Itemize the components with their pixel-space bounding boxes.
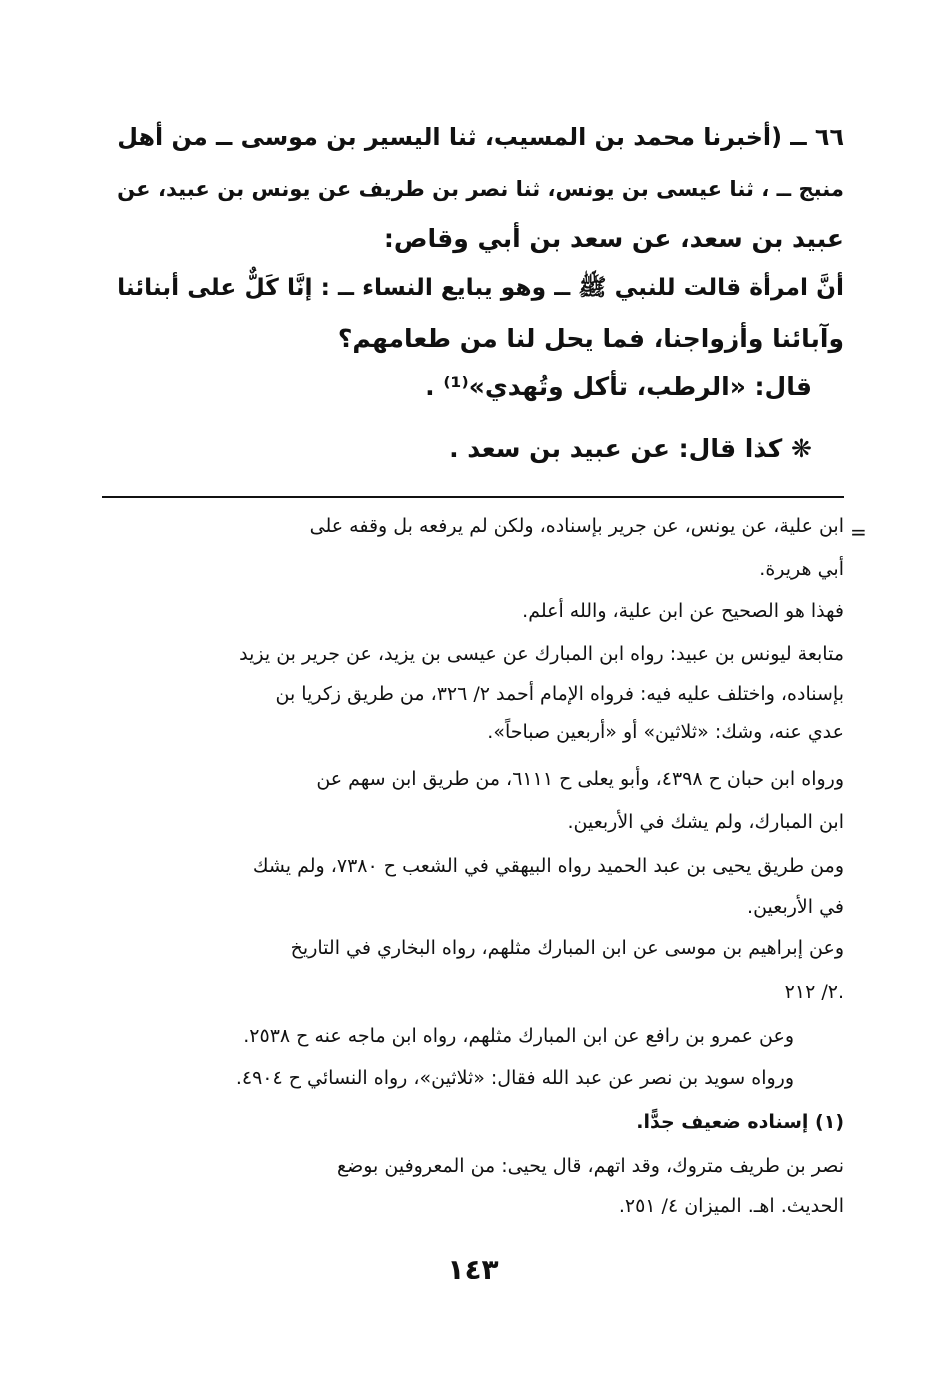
hadith-line-2: منبج ــ ، ثنا عيسى بن يونس، ثنا نصر بن طريف عن يونس بن عبيد، عن [117, 176, 844, 201]
footnote-line: ابن علية، عن يونس، عن جرير بإسناده، ولكن لم يرفعه بل وقفه على [309, 515, 844, 537]
author-note-line: ❋ كذا قال: عن عبيد بن سعد . [449, 434, 812, 463]
footnote-line: وعن عمرو بن رافع عن ابن المبارك مثلهم، رواه ابن ماجه عنه ح ٢٥٣٨. [243, 1025, 794, 1047]
footnote-line: فهذا هو الصحيح عن ابن علية، والله أعلم. [522, 600, 844, 622]
footnote-line: نصر بن طريف متروك، وقد اتهم، قال يحيى: من المعروفين بوضع [337, 1155, 844, 1177]
footnote-line: الحديث. اهـ. الميزان ٤/ ٢٥١. [618, 1195, 844, 1217]
page-number: ١٤٣ [447, 1253, 499, 1286]
hadith-line-3: عبيد بن سعد، عن سعد بن أبي وقاص: [383, 224, 844, 253]
continuation-mark: = [850, 520, 867, 544]
footnote-line: بإسناده، واختلف عليه فيه: فرواه الإمام أحمد ٢/ ٣٢٦، من طريق زكريا بن [275, 683, 844, 705]
footnote-line: وعن إبراهيم بن موسى عن ابن المبارك مثلهم، رواه البخاري في التاريخ [290, 937, 844, 959]
footnote-line: ابن المبارك، ولم يشك في الأربعين. [567, 811, 844, 833]
footnote-line: عدي عنه، وشك: «ثلاثين» أو «أربعين صباحاً». [487, 721, 844, 743]
footnote-line: متابعة ليونس بن عبيد: رواه ابن المبارك عن عيسى بن يزيد، عن جرير بن يزيد [239, 643, 844, 665]
hadith-matn-line-1: أنَّ امرأة قالت للنبي ﷺ ــ وهو يبايع النساء ــ : إنَّا كَلٌّ على أبنائنا [117, 273, 844, 301]
footnote-line: ٢/ ٢١٢. [784, 981, 844, 1003]
footnote-line: أبي هريرة. [759, 558, 844, 580]
footnote-1-heading: (١) إسناده ضعيف جدًّا. [636, 1111, 844, 1133]
hadith-answer-line: قال: «الرطب، تأكل وتُهدي»⁽¹⁾ . [425, 372, 812, 401]
hadith-matn-line-2: وآبائنا وأزواجنا، فما يحل لنا من طعامهم؟ [337, 324, 844, 353]
footnote-line: في الأربعين. [747, 896, 844, 918]
footnote-line: ومن طريق يحيى بن عبد الحميد رواه البيهقي في الشعب ح ٧٣٨٠، ولم يشك [252, 855, 844, 877]
hadith-line-1: ٦٦ ــ (أخبرنا محمد بن المسيب، ثنا اليسير بن موسى ــ من أهل [117, 123, 844, 151]
footnote-line: ورواه سويد بن نصر عن عبد الله فقال: «ثلاثين»، رواه النسائي ح ٤٩٠٤. [235, 1067, 794, 1089]
footnote-separator [102, 496, 844, 498]
footnote-line: ورواه ابن حبان ح ٤٣٩٨، وأبو يعلى ح ٦١١١، من طريق ابن سهم عن [316, 768, 844, 790]
